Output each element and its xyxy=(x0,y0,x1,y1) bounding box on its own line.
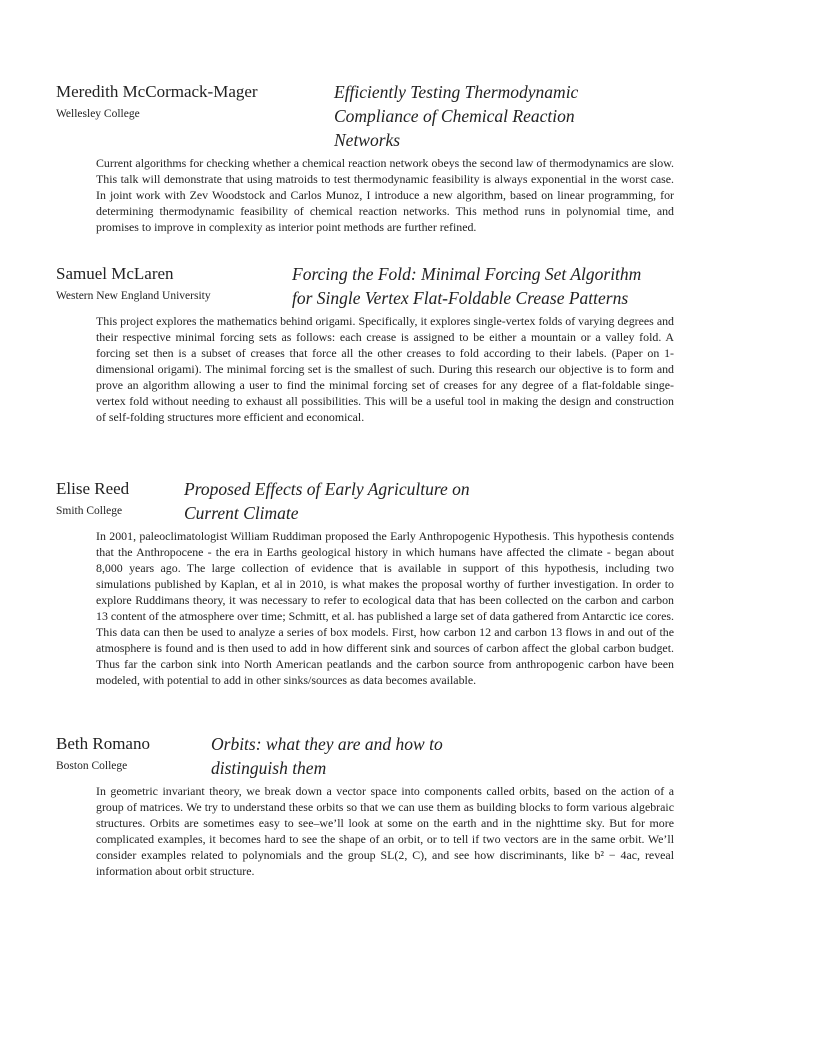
speaker-affiliation: Boston College xyxy=(56,760,128,772)
talk-title: Orbits: what they are and how to distinguish them xyxy=(211,734,443,778)
talk-header xyxy=(56,732,674,780)
talk-entry xyxy=(56,262,674,425)
talk-abstract: Current algorithms for checking whether a chemical reaction network obeys the second law of thermodynamics are slow. This talk will demonstrate that using matroids to test thermodynamic feasibility is always exponential in the worst case. In joint work with Zev Woodstock and Carlos Munoz, I introduce a new algorithm, based on linear programming, for determining thermodynamic feasibility of chemical reaction networks. This method runs in polynomial time, and promises to improve in complexity as interior point methods are further refined. xyxy=(96,156,674,234)
speaker-affiliation: Western New England University xyxy=(56,290,211,302)
talk-abstract: In geometric invariant theory, we break down a vector space into components called orbits, based on the action of a group of matrices. We try to understand these orbits so that we can use them as building blocks to form various algebraic structures. Orbits are sometimes easy to see–we’ll look at some on the earth and in the nighttime sky. But for more complicated examples, it becomes hard to see the shape of an orbit, or to tell if two vectors are in the same orbit. We’ll consider examples related to polynomials and the group SL(2, C), and see how discriminants, like b² − 4ac, reveal information about orbit structure. xyxy=(96,784,674,878)
talk-header xyxy=(56,262,674,310)
speaker-name: Elise Reed xyxy=(56,479,130,498)
speaker-name: Meredith McCormack-Mager xyxy=(56,82,258,101)
talk-title: Proposed Effects of Early Agriculture on Current Climate xyxy=(184,479,470,523)
talk-entry xyxy=(56,477,674,688)
talk-title: Efficiently Testing Thermodynamic Compliance of Chemical Reaction Networks xyxy=(334,82,579,150)
talk-header xyxy=(56,477,674,525)
talk-entry xyxy=(56,732,674,879)
talk-abstract: In 2001, paleoclimatologist William Ruddiman proposed the Early Anthropogenic Hypothesis. This hypothesis contends that the Anthropocene - the era in Earths geological history in which humans have affected the climate - began about 8,000 years ago. The large collection of evidence that is available in support of this hypothesis, including two simulations published by Kaplan, et al in 2010, is what makes the proposal worthy of further investigation. In order to explore Ruddimans theory, it was necessary to refer to ecological data that has been collected on the carbon and carbon 13 content of the atmosphere over time; Schmitt, et al. has published a large set of data gathered from Antarctic ice cores. This data can then be used to analyze a series of box models. First, how carbon 12 and carbon 13 flows in and out of the atmosphere is found and is then used to add in how different sink and sources of carbon affect the global carbon budget. Thus far the carbon sink into North American peatlands and the carbon source from anthropogenic carbon have been modeled, with potential to add in other sinks/sources as data becomes available. xyxy=(96,529,674,687)
talk-entry xyxy=(56,80,674,235)
speaker-affiliation: Smith College xyxy=(56,505,123,517)
speaker-name: Beth Romano xyxy=(56,734,150,753)
speaker-affiliation: Wellesley College xyxy=(56,108,140,120)
talk-abstract: This project explores the mathematics behind origami. Specifically, it explores single-vertex folds of varying degrees and their respective minimal forcing sets as follows: each crease is assigned to be either a mountain or a valley fold. A forcing set then is a subset of creases that force all the other creases to fold according to their labels. (Paper on 1-dimensional origami). The minimal forcing set is the smallest of such. During this research our objective is to form and prove an algorithm allowing a user to find the minimal forcing set of creases for any degree of a flat-foldable singe-vertex fold without needing to exhaust all possibilities. This will be a useful tool in making the design and construction of self-folding structures more efficient and economical. xyxy=(96,314,674,424)
talk-title: Forcing the Fold: Minimal Forcing Set Algorithm for Single Vertex Flat-Foldable Crease Patterns xyxy=(292,264,642,308)
speaker-name: Samuel McLaren xyxy=(56,264,174,283)
talk-header xyxy=(56,80,674,152)
